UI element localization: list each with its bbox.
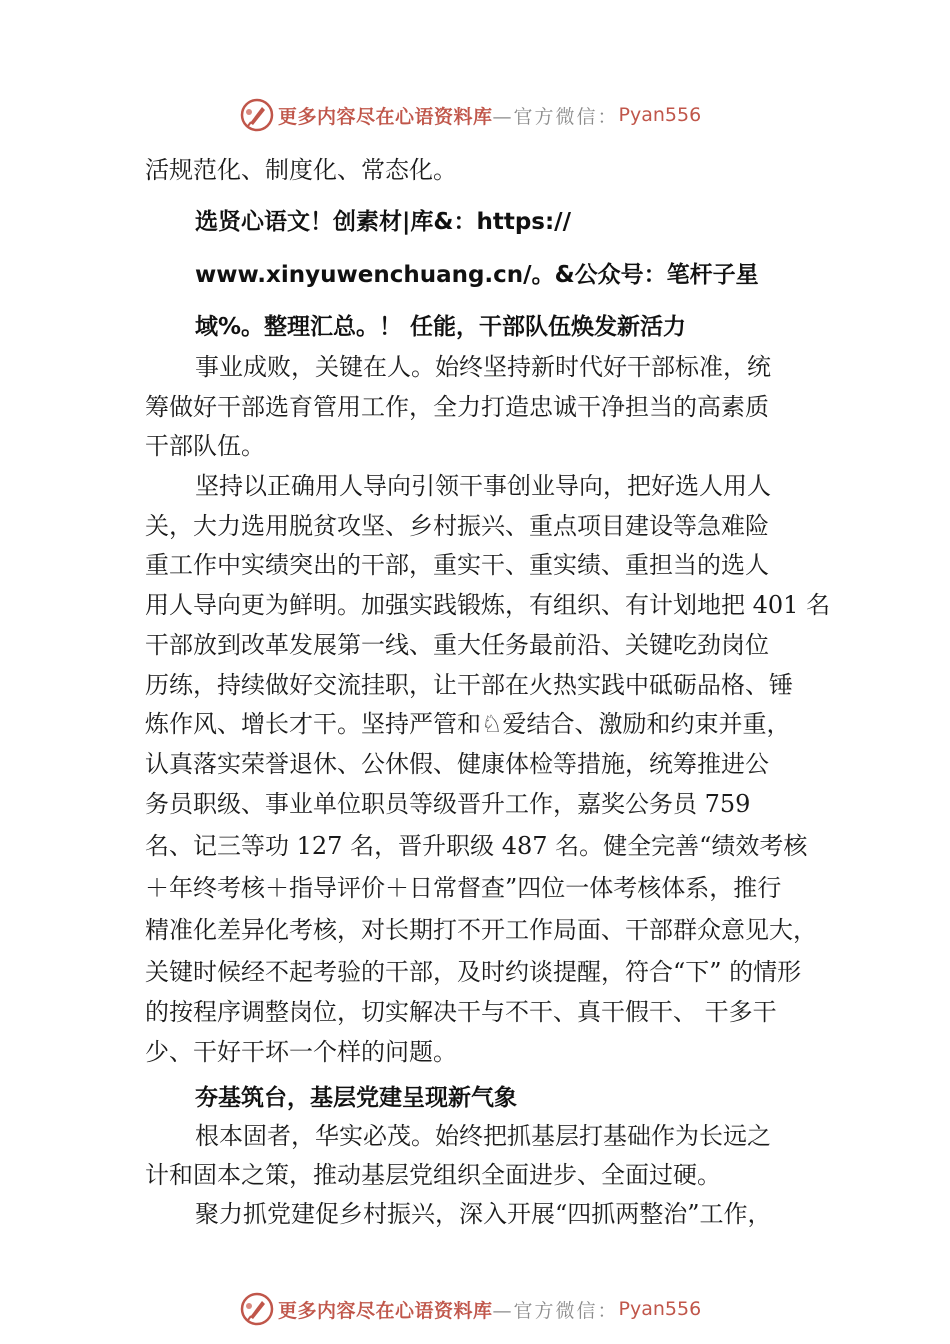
text-line-6: 干部队伍。 [145, 432, 265, 460]
text-line-18: 精准化差异化考核，对长期打不开工作局面、干部群众意见大， [145, 916, 817, 944]
text-line-5: 筹做好干部选育管用工作，全力打造忠诚干净担当的高素质 [145, 393, 769, 421]
text-line-10: 用人导向更为鲜明。加强实践锻炼，有组织、有计划地把 401 名 [145, 591, 831, 619]
text-line-23: 根本固者，华实必茂。始终把抓基层打基础作为长远之 [195, 1122, 771, 1150]
text-line-19: 关键时候经不起考验的干部，及时约谈提醒，符合“下” 的情形 [145, 958, 802, 986]
text-line-25: 聚力抓党建促乡村振兴，深入开展“四抓两整治”工作， [195, 1200, 772, 1228]
text-line-14: 认真落实荣誉退休、公休假、健康体检等措施，统筹推进公 [145, 750, 769, 778]
text-line-24: 计和固本之策，推动基层党组织全面进步、全面过硬。 [145, 1161, 721, 1189]
watermark-wechat-id: Pyan556 [618, 104, 702, 126]
text-line-7: 坚持以正确用人导向引领干事创业导向，把好选人用人 [195, 472, 771, 500]
text-line-11: 干部放到改革发展第一线、重大任务最前沿、关键吃劲岗位 [145, 631, 769, 659]
text-line-8: 关，大力选用脱贫攻坚、乡村振兴、重点项目建设等急难险 [145, 512, 769, 540]
text-line-12: 历练，持续做好交流挂职，让干部在火热实践中砥砺品格、锤 [145, 671, 793, 699]
heading-line-1: 选贤心语文！创素材|库&：https:// [195, 209, 571, 235]
watermark-wechat-id: Pyan556 [618, 1298, 702, 1320]
quill-pen-icon [240, 1292, 274, 1326]
watermark-brand-text: 更多内容尽在心语资料库 [278, 1299, 493, 1322]
text-line-9: 重工作中实绩突出的干部，重实干、重实绩、重担当的选人 [145, 551, 769, 579]
text-line-16: 名、记三等功 127 名，晋升职级 487 名。健全完善“绩效考核 [145, 832, 808, 860]
quill-pen-icon [240, 98, 274, 132]
watermark-middle-text: —官方微信： [492, 105, 619, 128]
text-line-15: 务员职级、事业单位职员等级晋升工作，嘉奖公务员 759 [145, 790, 751, 818]
watermark-middle-text: —官方微信： [492, 1299, 619, 1322]
text-line-0: 活规范化、制度化、常态化。 [145, 156, 457, 184]
text-line-20: 的按程序调整岗位，切实解决干与不干、真干假干、 干多干 [145, 998, 777, 1026]
text-line-17: ＋年终考核＋指导评价＋日常督查”四位一体考核体系，推行 [145, 874, 782, 902]
watermark-banner-top [240, 98, 701, 132]
heading-line-2: www.xinyuwenchuang.cn/。&公众号：笔杆子星 [195, 262, 759, 288]
text-line-21: 少、干好干坏一个样的问题。 [145, 1038, 457, 1066]
section-heading: 夯基筑台，基层党建呈现新气象 [195, 1085, 517, 1111]
watermark-banner-bottom [240, 1292, 701, 1326]
watermark-brand-text: 更多内容尽在心语资料库 [278, 105, 493, 128]
heading-line-3: 域%。整理汇总。！ 任能，干部队伍焕发新活力 [195, 314, 687, 340]
text-line-13: 炼作风、增长才干。坚持严管和♘爱结合、激励和约束并重， [145, 710, 791, 738]
text-line-4: 事业成败，关键在人。始终坚持新时代好干部标准，统 [195, 353, 771, 381]
